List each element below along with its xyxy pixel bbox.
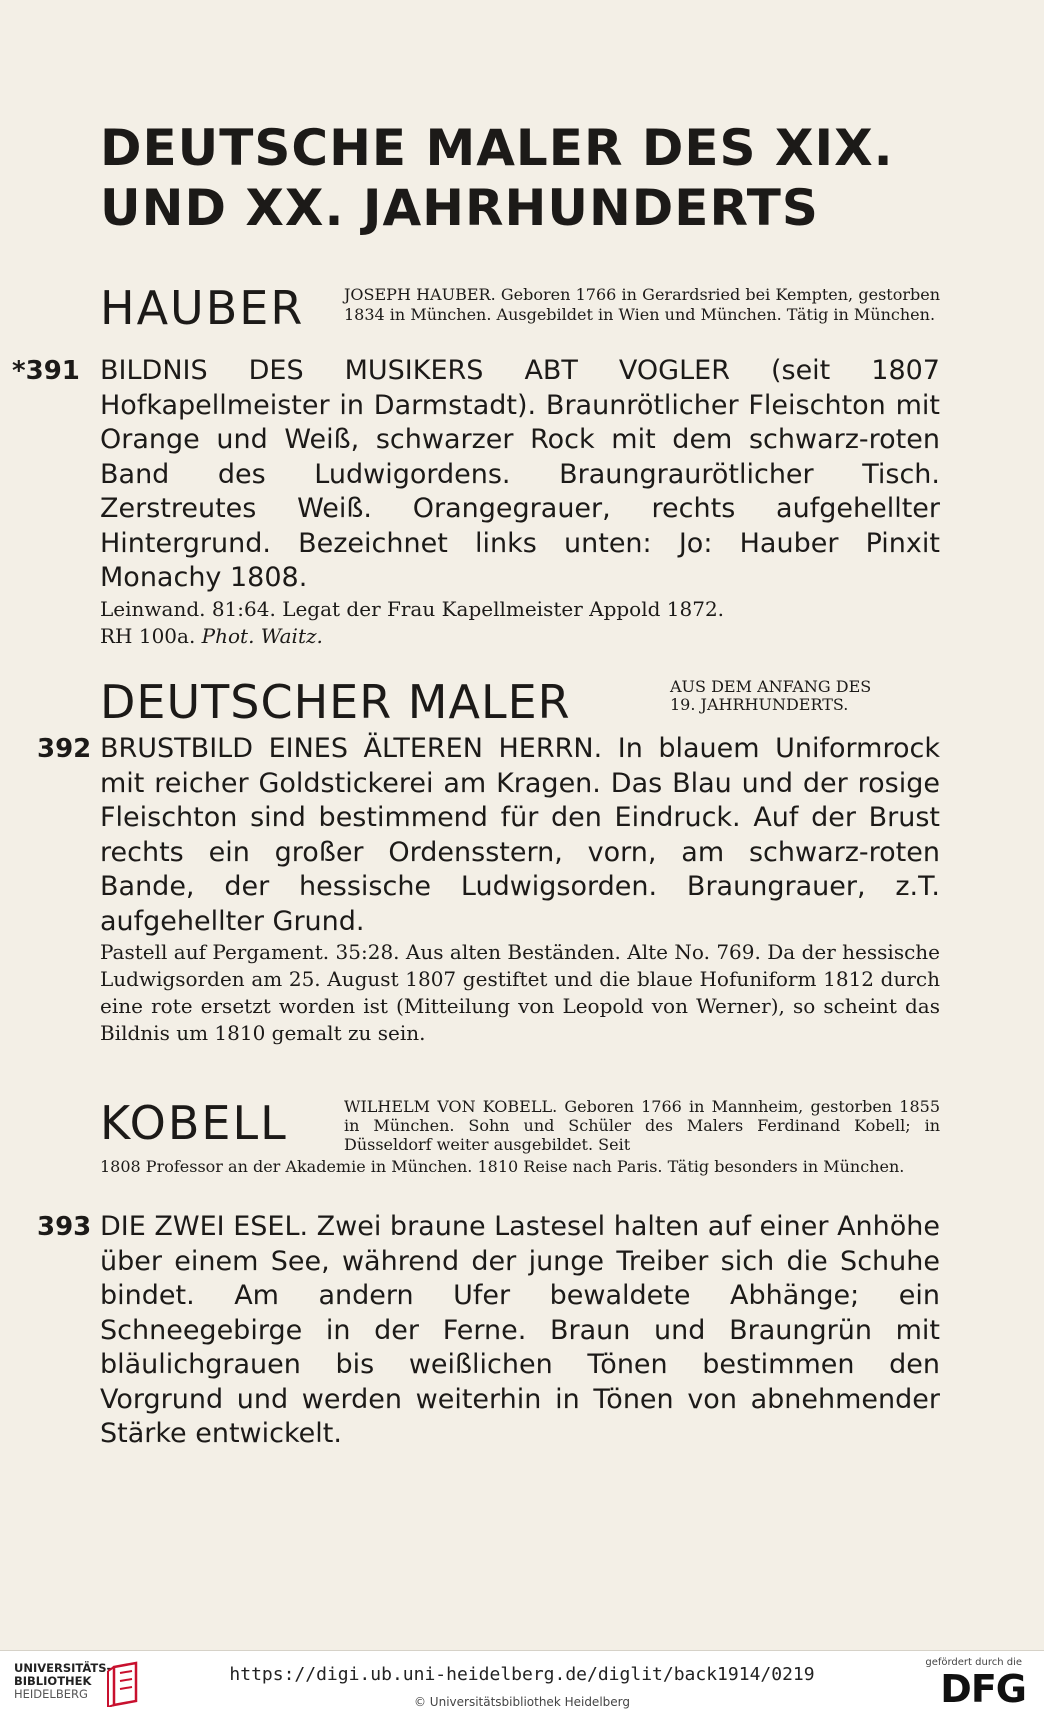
title-line-1: DEUTSCHE MALER DES XIX.: [100, 119, 894, 177]
catalog-entry-391: [12, 354, 940, 650]
artist-bio: WILHELM VON KOBELL. Geboren 1766 in Mannheim, gestorben 1855 in München. Sohn und Schüler des Malers Ferdinand Kobell; in Düsseldorf weiter ausgebildet. Seit: [344, 1097, 940, 1154]
entry-note: Leinwand. 81:64. Legat der Frau Kapellmeister Appold 1872.: [100, 596, 725, 621]
entry-note: Pastell auf Pergament. 35:28. Aus alten Beständen. Alte No. 769. Da der hessische Ludwigsorden am 25. August 1807 gestiftet und die blaue Hofuniform 1812 durch eine rote ersetzt worden ist (Mitteilung von Leopold von Werner), so scheint das Bildnis um 1810 gemalt zu sein.: [100, 940, 940, 1045]
artist-header-kobell: [100, 1097, 940, 1207]
catalog-entry-392: [37, 732, 940, 1047]
library-logo-text: UNIVERSITÄTS- BIBLIOTHEK HEIDELBERG: [14, 1661, 112, 1701]
entry-number: 393: [37, 1212, 92, 1242]
dfg-logo: DFG: [940, 1667, 1026, 1711]
entry-description: BILDNIS DES MUSIKERS ABT VOGLER (seit 1807 Hofkapellmeister in Darmstadt). Braunrötlicher Fleischton mit Orange und Weiß, schwarzer Rock mit dem schwarz-roten Band des Ludwigordens. Braungraurötlicher Tisch. Zerstreutes Weiß. Orangegrauer, rechts aufgehellter Hintergrund. Bezeichnet links unten: Jo: Hauber Pinxit Monachy 1808.: [100, 355, 940, 593]
permalink-url[interactable]: https://digi.ub.uni-heidelberg.de/diglit/back1914/0219: [229, 1664, 815, 1685]
artist-name: HAUBER: [100, 281, 305, 335]
artist-period: AUS DEM ANFANG DES 19. JAHRHUNDERTS.: [670, 677, 872, 714]
title-line-2: UND XX. JAHRHUNDERTS: [100, 179, 819, 237]
entry-description: BRUSTBILD EINES ÄLTEREN HERRN. In blauem Uniformrock mit reicher Goldstickerei am Kragen. Das Blau und der rosige Fleischton sind bestimmend für den Eindruck. Auf der Brust rechts ein großer Ordensstern, vorn, am schwarz-roten Bande, der hessische Ludwigsorden. Braungrauer, z.T. aufgehellter Grund.: [100, 733, 940, 937]
entry-description: DIE ZWEI ESEL. Zwei braune Lastesel halten auf einer Anhöhe über einem See, während der junge Treiber sich die Schuhe bindet. Am andern Ufer bewaldete Abhänge; ein Schneegebirge in der Ferne. Braun und Braungrün mit bläulichgrauen bis weißlichen Tönen bestimmen den Vorgrund und werden weiterhin in Tönen von abnehmender Stärke entwickelt.: [100, 1211, 941, 1449]
page-title: [100, 118, 940, 238]
artist-header-deutscher-maler: [100, 676, 940, 736]
catalog-entry-393: [37, 1210, 941, 1452]
entry-number: *391: [12, 356, 80, 386]
artist-name: KOBELL: [100, 1096, 288, 1150]
artist-bio: JOSEPH HAUBER. Geboren 1766 in Gerardsried bei Kempten, gestorben 1834 in München. Ausgebildet in Wien und München. Tätig in München.: [344, 285, 940, 324]
viewer-footer: [0, 1650, 1044, 1719]
photo-credit: Phot. Waitz.: [201, 623, 323, 648]
artist-name: DEUTSCHER MALER: [100, 675, 571, 729]
dfg-caption: gefördert durch die: [925, 1657, 1022, 1668]
entry-number: 392: [37, 734, 92, 764]
entry-reference: RH 100a. Phot. Waitz.: [100, 623, 323, 648]
artist-header-hauber: [100, 282, 940, 352]
artist-bio-continued: 1808 Professor an der Akademie in München. 1810 Reise nach Paris. Tätig besonders in München.: [100, 1157, 905, 1176]
copyright-notice: © Universitätsbibliothek Heidelberg: [413, 1695, 630, 1709]
